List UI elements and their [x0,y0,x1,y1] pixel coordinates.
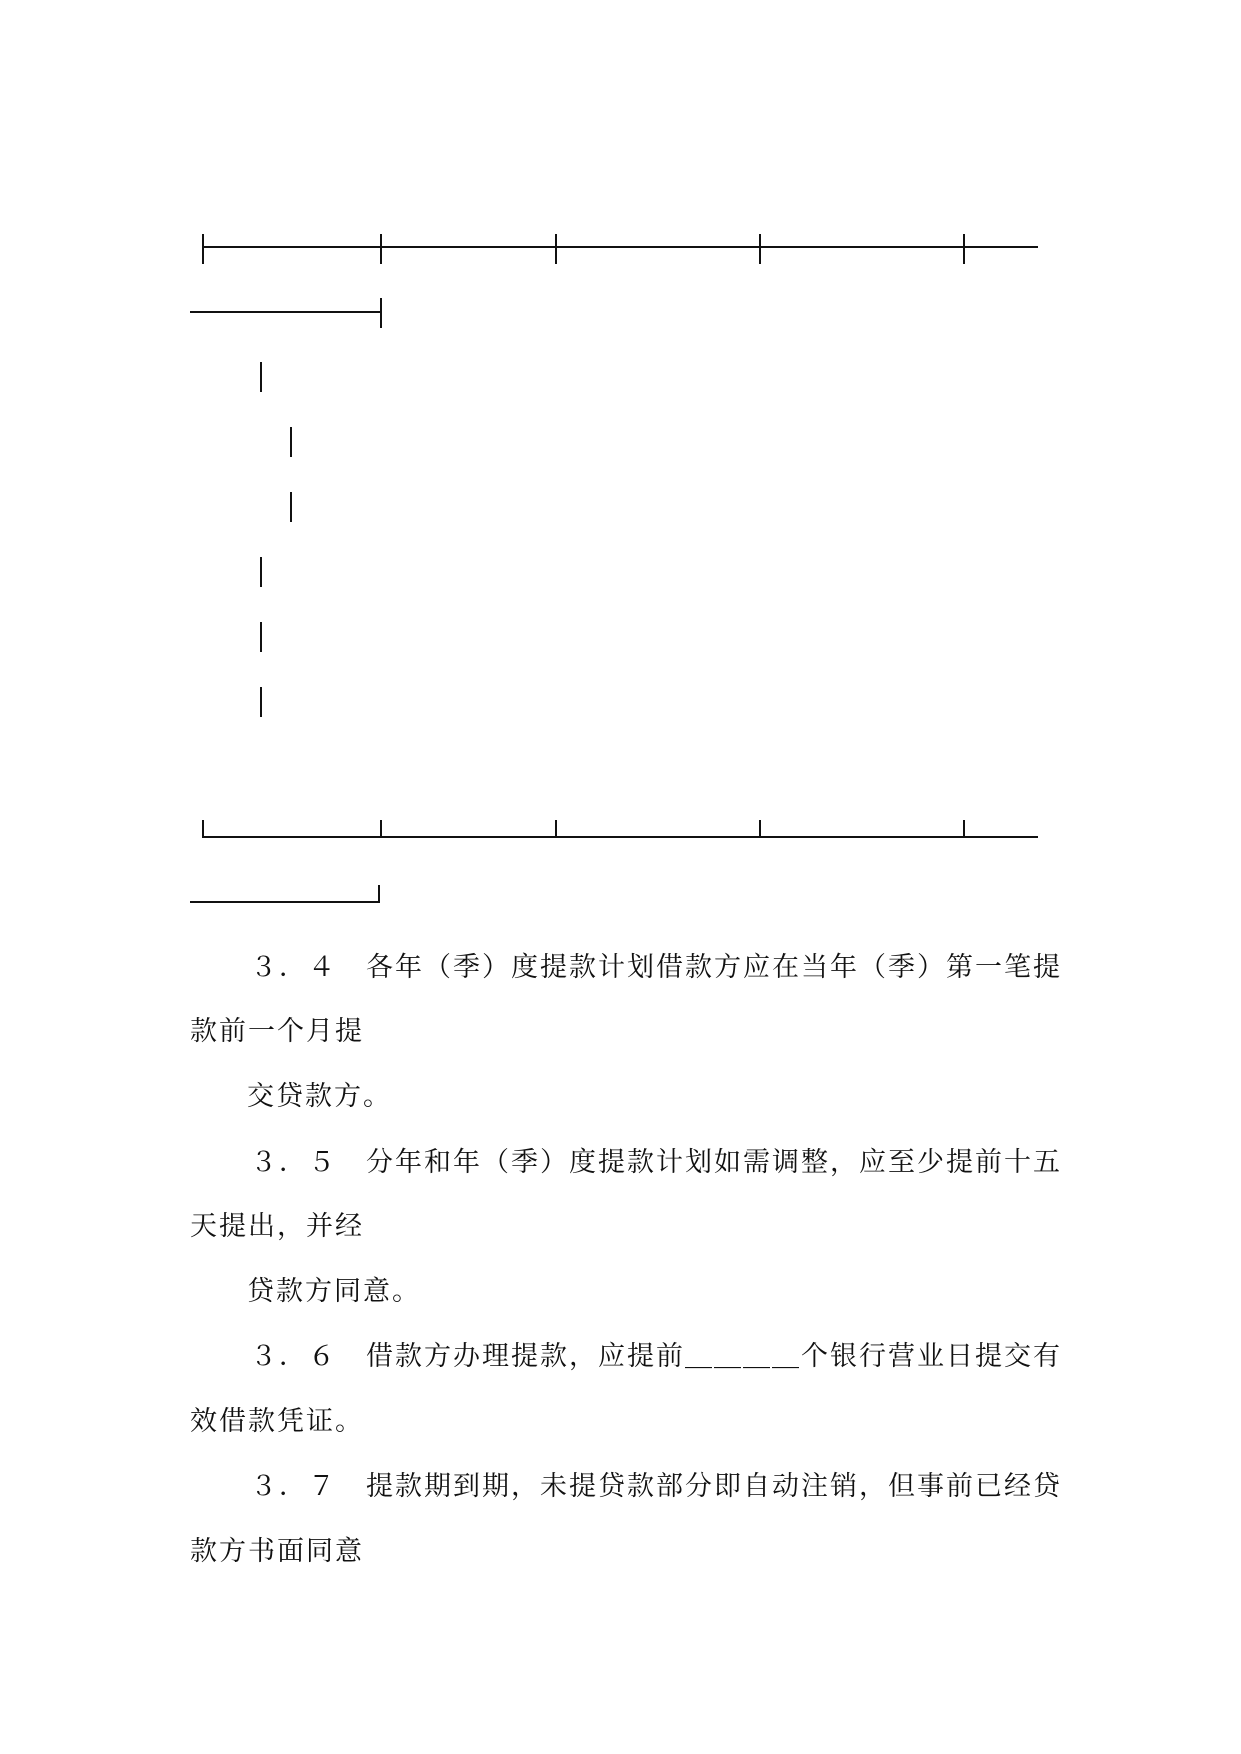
clause-3-4-line1: ３．４ 各年（季）度提款计划借款方应在当年（季）第一笔提 [250,952,1062,983]
clause-3-6-line2: 效借款凭证。 [190,1406,364,1437]
clause-3-5-line2: 天提出，并经 [190,1211,364,1242]
clause-3-4-line2: 款前一个月提 [190,1016,364,1047]
clause-3-5-line1: ３．５ 分年和年（季）度提款计划如需调整，应至少提前十五 [250,1147,1062,1178]
clause-3-7-line1: ３．７ 提款期到期，未提贷款部分即自动注销，但事前已经贷 [250,1471,1062,1502]
clause-3-4-line3: 交贷款方。 [247,1081,392,1112]
clause-3-7-line2: 款方书面同意 [190,1536,364,1567]
clause-3-5-line3: 贷款方同意。 [247,1276,421,1307]
clause-3-6-line1: ３．６ 借款方办理提款，应提前＿＿＿＿个银行营业日提交有 [250,1341,1062,1372]
